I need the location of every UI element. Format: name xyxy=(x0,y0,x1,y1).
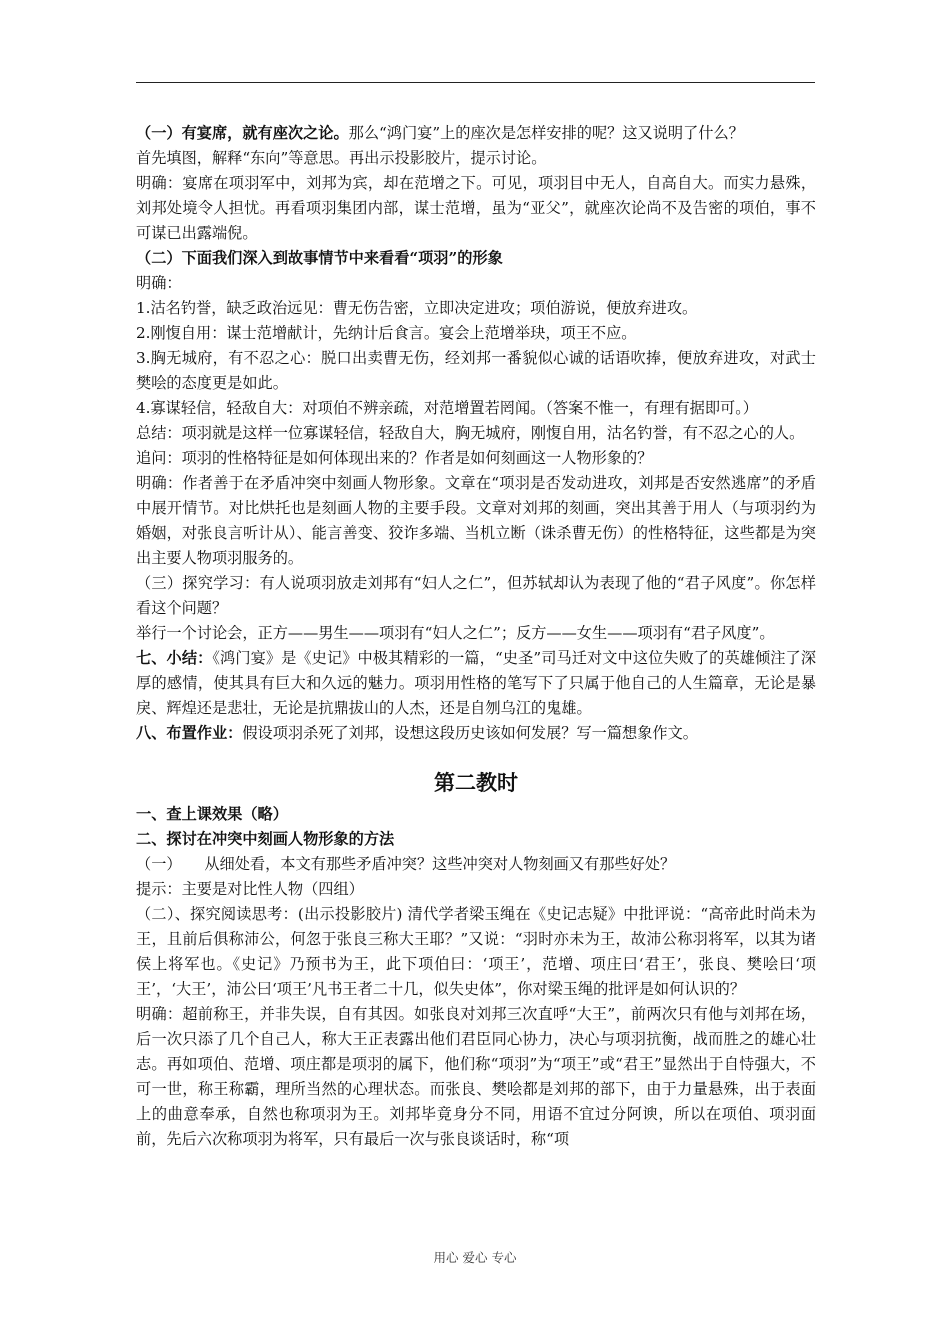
paragraph-text: 假设项羽杀死了刘邦，设想这段历史该如何发展？写一篇想象作文。 xyxy=(242,724,698,742)
section-heading: 一、查上课效果（略） xyxy=(136,805,288,823)
list-item: 3.胸无城府，有不忍之心：脱口出卖曹无伤，经刘邦一番貌似心诚的话语吹捧，便放弃进攻，对武士樊哙的态度更是如此。 xyxy=(136,349,816,392)
section-heading: （二）下面我们深入到故事情节中来看看“项羽”的形象 xyxy=(136,249,503,267)
paragraph-text: 那么“鸿门宴”上的座次是怎样安排的呢？这又说明了什么？ xyxy=(348,124,744,142)
list-item: 4.寡谋轻信，轻敌自大：对项伯不辨亲疏，对范增置若罔闻。（答案不惟一，有理有据即可。） xyxy=(136,399,758,417)
page-footer: 用心 爱心 专心 xyxy=(433,1250,517,1265)
paragraph: （一） 从细处看，本文有那些矛盾冲突？这些冲突对人物刻画又有那些好处？ xyxy=(136,855,676,873)
section-label: 七、小结： xyxy=(136,649,213,667)
paragraph: 明确：宴席在项羽军中，刘邦为宾，却在范增之下。可见，项羽目中无人，自高自大。而实力悬殊，刘邦处境令人担忧。再看项羽集团内部，谋士范增，虽为“亚父”，就座次论尚不及告密的项伯，事不可谋已出露端倪。 xyxy=(136,174,816,242)
paragraph: 追问：项羽的性格特征是如何体现出来的？作者是如何刻画这一人物形象的？ xyxy=(136,449,653,467)
paragraph: 明确： xyxy=(136,274,182,292)
list-item: 1.沽名钓誉，缺乏政治远见：曹无伤告密，立即决定进攻；项伯游说，便放弃进攻。 xyxy=(136,299,698,317)
paragraph: 明确：超前称王，并非失误，自有其因。如张良对刘邦三次直呼“大王”，前两次只有他与刘邦在场，后一次只添了几个自己人，称大王正表露出他们君臣同心协力，决心与项羽抗衡，战而胜之的雄心壮志。再如项伯、范增、项庄都是项羽的属下，他们称“项羽”为“项王”或“君王”显然出于自恃强大，不可一世，称王称霸，理所当然的心理状态。而张良、樊哙都是刘邦的部下，由于力量悬殊，出于表面上的曲意奉承，自然也称项羽为王。刘邦毕竟身分不同，用语不宜过分阿谀，所以在项伯、项羽面前，先后六次称项羽为将军，只有最后一次与张良谈话时，称“项 xyxy=(136,1005,816,1148)
paragraph: 明确：作者善于在矛盾冲突中刻画人物形象。文章在“项羽是否发动进攻，刘邦是否安然逃席”的矛盾中展开情节。对比烘托也是刻画人物的主要手段。文章对刘邦的刻画，突出其善于用人（与项羽约为婚姻，对张良言听计从）、能言善变、狡诈多端、当机立断（诛杀曹无伤）的性格特征，这些都是为突出主要人物项羽服务的。 xyxy=(136,474,816,567)
header-rule xyxy=(136,82,815,83)
paragraph: （三）探究学习：有人说项羽放走刘邦有“妇人之仁”，但苏轼却认为表现了他的“君子风度”。你怎样看这个问题？ xyxy=(136,574,816,617)
paragraph: （二）、探究阅读思考：(出示投影胶片) 清代学者梁玉绳在《史记志疑》中批评说：“高帝此时尚未为王，且前后俱称沛公，何忽于张良三称大王耶？”又说：“羽时亦未为王，故沛公称羽将军，以其为诸侯上将军也。《史记》乃预书为王，此下项伯曰：‘项王’，范增、项庄曰‘君王’，张良、樊哙曰‘项王’，‘大王’，沛公曰‘项王’凡书王者二十几，似失史体”，你对梁玉绳的批评是如何认识的？ xyxy=(136,905,816,998)
section-label: （一）有宴席，就有座次之论。 xyxy=(136,124,349,142)
paragraph: 举行一个讨论会，正方——男生——项羽有“妇人之仁”；反方——女生——项羽有“君子风度”。 xyxy=(136,624,775,642)
paragraph: 总结：项羽就是这样一位寡谋轻信，轻敌自大，胸无城府，刚愎自用，沽名钓誉，有不忍之心的人。 xyxy=(136,424,805,442)
paragraph xyxy=(136,646,816,721)
section-label: 八、布置作业： xyxy=(136,724,243,742)
page-title: 第二教时 xyxy=(434,770,518,795)
paragraph-text: 《鸿门宴》是《史记》中极其精彩的一篇，“史圣”司马迁对文中这位失败了的英雄倾注了深厚的感情，使其具有巨大和久远的魅力。项羽用性格的笔写下了只属于他自己的人生篇章，无论是暴戾、辉煌还是悲壮，无论是抗鼎拔山的人杰，还是自刎乌江的鬼雄。 xyxy=(136,649,817,717)
paragraph: 提示：主要是对比性人物（四组） xyxy=(136,880,364,898)
paragraph: 首先填图，解释“东向”等意思。再出示投影胶片，提示讨论。 xyxy=(136,149,547,167)
paragraph xyxy=(136,721,816,746)
paragraph xyxy=(136,121,816,146)
document-body xyxy=(136,121,816,1152)
section-heading: 二、探讨在冲突中刻画人物形象的方法 xyxy=(136,830,395,848)
list-item: 2.刚愎自用：谋士范增献计，先纳计后食言。宴会上范增举玦，项王不应。 xyxy=(136,324,637,342)
